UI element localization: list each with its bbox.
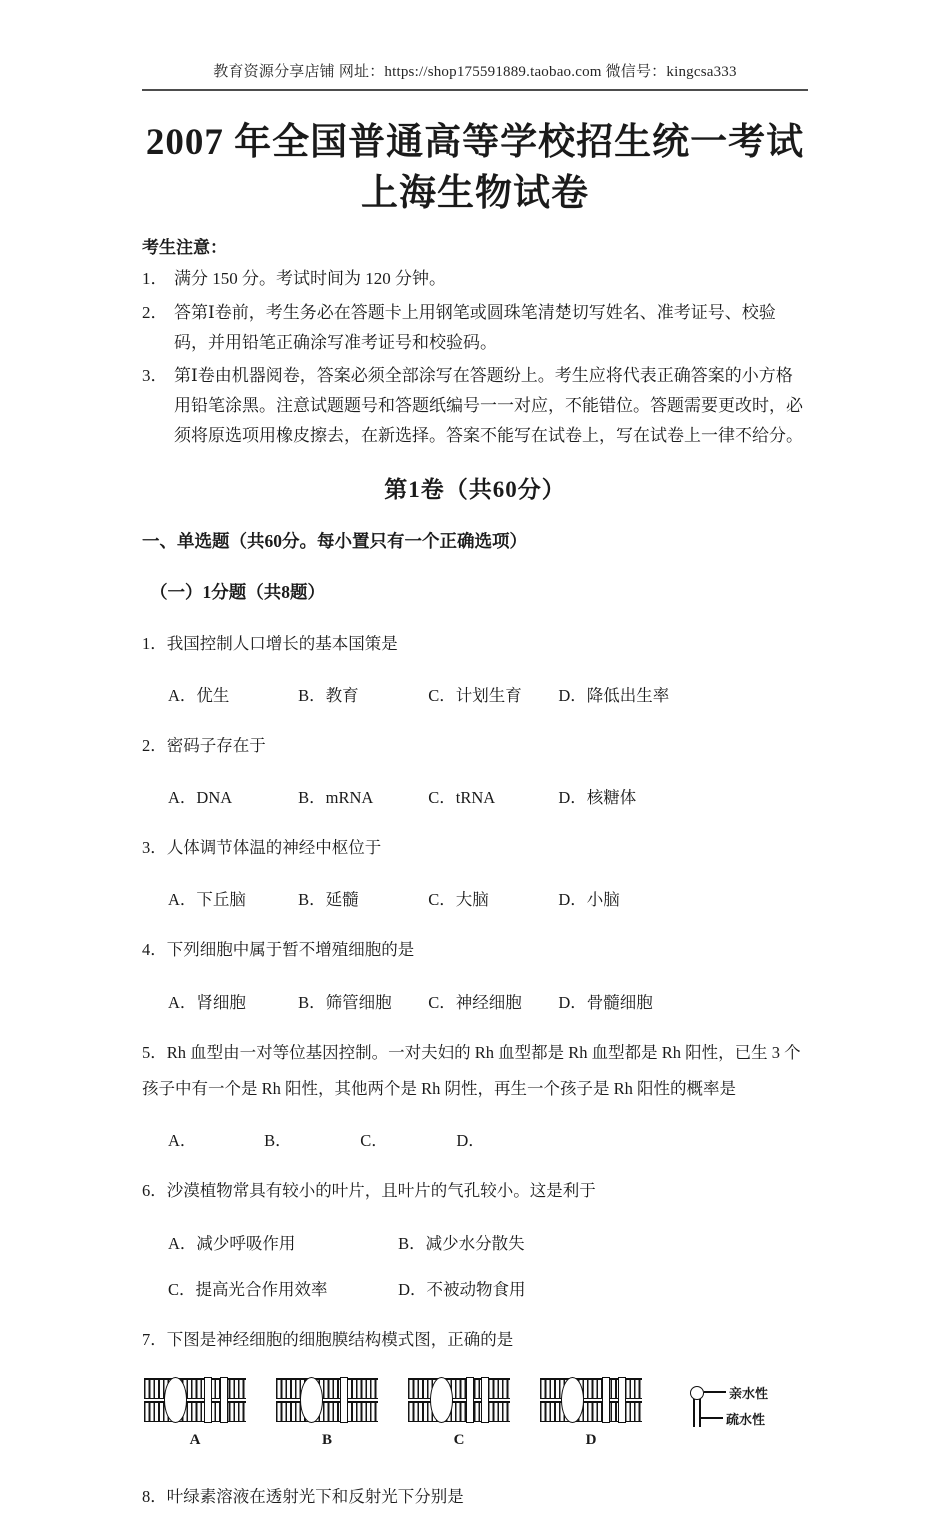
- question-options-row2: [142, 1276, 808, 1300]
- option-a: A．肾细胞: [168, 992, 246, 1012]
- membrane-option-d: [540, 1378, 642, 1449]
- question-options: [142, 989, 808, 1013]
- question-options: [142, 886, 808, 910]
- protein-bar-icon: [466, 1377, 474, 1423]
- diagram-label: D: [585, 1431, 597, 1448]
- membrane-model-icon: [144, 1378, 246, 1422]
- question-text: 我国控制人口增长的基本国策是: [166, 633, 398, 653]
- protein-bar-icon: [481, 1377, 489, 1423]
- question-text: 下列细胞中属于暂不增殖细胞的是: [166, 940, 415, 960]
- option-b: B．教育: [298, 685, 359, 705]
- option-d: D．降低出生率: [558, 685, 670, 705]
- question-text: 沙漠植物常具有较小的叶片，且叶片的气孔较小。这是利于: [166, 1181, 596, 1201]
- question-stem: [142, 1035, 808, 1108]
- question-options: [142, 784, 808, 808]
- candidate-notice: [142, 233, 808, 451]
- hydrophobic-label: 疏水性: [726, 1411, 766, 1427]
- question-options-row1: [142, 1230, 808, 1254]
- question-number: 4．: [142, 940, 167, 960]
- question-7: [142, 1322, 808, 1449]
- question-text: 密码子存在于: [166, 735, 266, 755]
- section-type-heading: 一、单选题（共60分。每小置只有一个正确选项）: [142, 530, 527, 551]
- option-b: B．延髓: [298, 890, 359, 910]
- membrane-option-a: [144, 1378, 246, 1449]
- option-a: A．优生: [168, 685, 230, 705]
- option-d: D．不被动物食用: [398, 1279, 526, 1299]
- question-6: [142, 1173, 808, 1299]
- question-3: [142, 830, 808, 910]
- question-number: 8．: [142, 1486, 167, 1506]
- protein-bar-icon: [204, 1377, 212, 1423]
- protein-bar-icon: [340, 1377, 348, 1423]
- question-number: 6．: [142, 1181, 167, 1201]
- question-text: 人体调节体温的神经中枢位于: [166, 838, 382, 858]
- notice-item-number: 3．: [142, 366, 168, 386]
- question-stem: [142, 1322, 808, 1358]
- option-b: B．mRNA: [298, 788, 374, 808]
- phospholipid-legend: [684, 1378, 794, 1440]
- question-stem: [142, 728, 808, 764]
- option-d: D．: [456, 1131, 485, 1151]
- diagram-label: A: [189, 1431, 201, 1448]
- notice-item-text: 第Ⅰ卷由机器阅卷，答案必须全部涂写在答题纷上。考生应将代表正确答案的小方格用铅笔涂黑。注意试题题号和答题纸编号一一对应，不能错位。答题需要更改时，必须将原选项用橡皮擦去，在新选择。答案不能写在试卷上，写在试卷上一律不给分。: [174, 366, 803, 445]
- option-d: D．骨髓细胞: [558, 992, 653, 1012]
- hydrophilic-head-icon: [690, 1386, 704, 1400]
- membrane-model-icon: [276, 1378, 378, 1422]
- option-a: A．下丘脑: [168, 890, 246, 910]
- protein-bar-icon: [602, 1377, 610, 1423]
- notice-item: [142, 361, 808, 450]
- protein-ellipse-icon: [561, 1377, 584, 1423]
- question-1: [142, 626, 808, 706]
- diagram-label: C: [453, 1431, 465, 1448]
- notice-heading: 考生注意：: [142, 238, 227, 258]
- notice-item-number: 2．: [142, 302, 168, 322]
- option-a: A．减少呼吸作用: [168, 1233, 296, 1253]
- membrane-diagram: [142, 1378, 808, 1449]
- option-a: A．: [168, 1131, 197, 1151]
- question-5: [142, 1035, 808, 1152]
- question-number: 1．: [142, 633, 167, 653]
- protein-ellipse-icon: [164, 1377, 187, 1423]
- notice-item-text: 答第Ⅰ卷前，考生务必在答题卡上用钢笔或圆珠笔清楚切写姓名、准考证号、校验码，并用铅笔正确涂写准考证号和校验码。: [174, 302, 776, 352]
- option-c: C．神经细胞: [428, 992, 522, 1012]
- notice-item-number: 1．: [142, 269, 168, 289]
- section-sub-heading: （一）1分题（共8题）: [150, 581, 325, 602]
- membrane-option-c: [408, 1378, 510, 1449]
- option-c: C．提高光合作用效率: [168, 1279, 328, 1299]
- protein-ellipse-icon: [430, 1377, 453, 1423]
- question-stem: [142, 1479, 808, 1515]
- option-d: D．核糖体: [558, 788, 637, 808]
- option-c: C．大脑: [428, 890, 489, 910]
- hydrophilic-label: 亲水性: [729, 1385, 769, 1401]
- question-stem: [142, 830, 808, 866]
- option-b: B．: [264, 1131, 292, 1151]
- notice-item-text: 满分 150 分。考试时间为 120 分钟。: [174, 269, 446, 289]
- notice-item: [142, 298, 808, 358]
- question-options: [142, 682, 808, 706]
- question-stem: [142, 626, 808, 662]
- option-b: B．减少水分散失: [398, 1233, 525, 1253]
- question-stem: [142, 1173, 808, 1209]
- question-2: [142, 728, 808, 808]
- part-title: 第1卷（共60分）: [384, 476, 566, 502]
- question-text: 下图是神经细胞的细胞膜结构模式图，正确的是: [166, 1329, 514, 1349]
- exam-title-line2: 上海生物试卷: [361, 173, 589, 215]
- question-8: [142, 1479, 808, 1515]
- protein-ellipse-icon: [300, 1377, 323, 1423]
- question-4: [142, 932, 808, 1012]
- option-a: A．DNA: [168, 788, 233, 808]
- question-options: [142, 1127, 808, 1151]
- page-title: [142, 117, 808, 219]
- protein-bar-icon: [618, 1377, 626, 1423]
- protein-bar-icon: [220, 1377, 228, 1423]
- legend-connector-line: [704, 1391, 726, 1393]
- question-text: Rh 血型由一对等位基因控制。一对夫妇的 Rh 血型都是 Rh 血型都是 Rh 阳性，已生 3 个孩子中有一个是 Rh 阳性，其他两个是 Rh 阴性，再生一个孩子是 Rh 阳性的概率是: [142, 1042, 801, 1099]
- notice-item: [142, 264, 808, 294]
- option-c: C．: [360, 1131, 388, 1151]
- option-b: B．筛管细胞: [298, 992, 392, 1012]
- option-d: D．小脑: [558, 890, 620, 910]
- hydrophobic-tail-icon: [693, 1399, 701, 1427]
- exam-title-line1: 2007 年全国普通高等学校招生统一考试: [145, 122, 805, 163]
- membrane-option-b: [276, 1378, 378, 1449]
- question-stem: [142, 932, 808, 968]
- membrane-model-icon: [540, 1378, 642, 1422]
- option-c: C．tRNA: [428, 788, 496, 808]
- question-number: 2．: [142, 735, 167, 755]
- question-number: 7．: [142, 1329, 167, 1349]
- question-number: 5．: [142, 1042, 167, 1062]
- legend-connector-line: [699, 1417, 723, 1419]
- question-text: 叶绿素溶液在透射光下和反射光下分别是: [166, 1486, 464, 1506]
- shop-header: 教育资源分享店铺 网址：https://shop175591889.taobao.com 微信号：kingcsa333: [142, 0, 808, 91]
- option-c: C．计划生育: [428, 685, 522, 705]
- question-number: 3．: [142, 838, 167, 858]
- membrane-model-icon: [408, 1378, 510, 1422]
- diagram-label: B: [321, 1431, 332, 1448]
